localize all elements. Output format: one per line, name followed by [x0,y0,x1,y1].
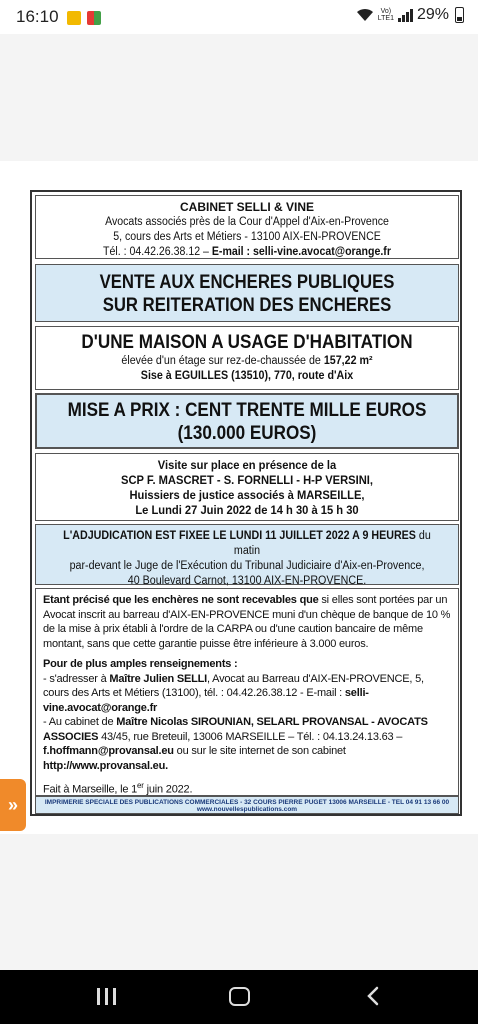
price-line1: MISE A PRIX : CENT TRENTE MILLE EUROS [67,400,427,421]
legal-notice [30,190,462,816]
cabinet-phone: Tél. : 04.42.26.38.12 – [103,246,212,258]
sale-line2: SUR REITERATION DES ENCHERES [102,295,392,316]
property-location: Sise à EGUILLES (13510), 770, route d'Aix [140,370,354,382]
conditions-block [35,588,459,796]
adjudication-line3: 40 Boulevard Carnot, 13100 AIX-EN-PROVENCE. [127,575,367,587]
conditions-paragraph [43,593,451,651]
conditions-text: si elles sont portées par un Avocat inscrit au barreau d'AIX-EN-PROVENCE muni d'un chèque de banque de 10 % de la mise à prix établi à l'ordre de la CARPA ou d'une caution bancaire de même montant, sans que cette garantie puisse être inférieure à 3.000 euros. [43,594,451,650]
wifi-icon [356,8,374,22]
signed-sup: er [137,781,144,790]
contact-selli-c: , Avocat au Barreau d'AIX-EN-PROVENCE, 5, cours des Arts et Métiers (13100), tél. : 04.42.26.38.12 - E-mail : [43,672,424,699]
double-chevron-right-icon: » [7,794,18,815]
visit-line4: Le Lundi 27 Juin 2022 de 14 h 30 à 15 h 30 [135,503,359,517]
printer-footer [35,796,459,814]
volte-label: Vo) [380,8,392,15]
recent-apps-button[interactable] [97,988,116,1005]
adjudication-block [35,524,459,585]
property-area: 157,22 m² [323,355,373,367]
viewer-background-bottom [0,834,478,970]
adjudication-line2: par-devant le Juge de l'Exécution du Tribunal Judiciaire d'Aix-en-Provence, [69,560,425,572]
lte-label: LTE1 [377,15,394,22]
property-block [35,326,459,390]
signature-line [43,779,451,797]
info-title: Pour de plus amples renseignements : [43,658,238,670]
contact-selli [43,672,451,716]
contact-sir-a: - Au cabinet de [43,716,117,728]
battery-icon [455,7,464,23]
price-line2: (130.000 EUROS) [177,423,317,444]
status-right-cluster [356,6,464,24]
visit-block [35,453,459,521]
cabinet-address: 5, cours des Arts et Métiers - 13100 AIX-EN-PROVENCE [113,231,381,243]
contact-sir-e: ou sur le site internet de son cabinet [173,745,346,757]
cabinet-line1: Avocats associés près de la Cour d'Appel d'Aix-en-Provence [105,216,389,228]
network-type [378,8,394,22]
status-time: 16:10 [16,7,59,26]
expand-panel-button[interactable] [0,779,26,831]
status-bar [0,0,478,34]
signal-icon [398,9,413,22]
back-button[interactable] [367,986,379,1006]
visit-line3: Huissiers de justice associés à MARSEILLE, [129,488,365,502]
contact-sir-c: 43/45, rue Breteuil, 13006 MARSEILLE – Tél. : 04.13.24.13.63 – [98,730,403,743]
contact-selli-a: - s'adresser à [43,672,110,685]
property-desc-text: élevée d'un étage sur rez-de-chaussée de [121,355,324,367]
cabinet-email: E-mail : selli-vine.avocat@orange.fr [211,246,391,258]
printer-line1: IMPRIMERIE SPECIALE DES PUBLICATIONS COMMERCIALES - 32 COURS PIERRE PUGET 13006 MARSEILLE - TEL 04 91 13 66 00 [44,799,450,806]
back-arrow-icon [367,986,379,1006]
cabinet-contact [53,245,441,260]
adjudication-rest: du matin [233,530,431,557]
adjudication-line1 [51,529,443,559]
contact-selli-name: Maître Julien SELLI [109,672,208,685]
notification-gallery-icon [87,11,101,25]
visit-line2: SCP F. MASCRET - S. FORNELLI - H-P VERSINI, [121,473,373,487]
signed-b: juin 2022. [143,783,193,796]
conditions-bold: Etant précisé que les enchères ne sont recevables que [43,594,319,606]
printer-line2: www.nouvellespublications.com [196,806,298,813]
contact-sir-name: Maître Nicolas SIROUNIAN, SELARL PROVANSAL - AVOCATS ASSOCIES [43,716,428,743]
contact-sirounian [43,715,451,773]
price-block [35,393,459,449]
cabinet-name: CABINET SELLI & VINE [179,200,314,214]
contact-sir-email: f.hoffmann@provansal.eu [43,745,174,757]
navigation-bar [0,970,478,1024]
visit-line1: Visite sur place en présence de la [157,458,337,472]
adjudication-date: L'ADJUDICATION EST FIXEE LE LUNDI 11 JUILLET 2022 A 9 HEURES [63,530,416,542]
cabinet-block [35,195,459,259]
property-title: D'UNE MAISON A USAGE D'HABITATION [81,332,413,353]
contact-selli-email: selli-vine.avocat@orange.fr [43,687,369,714]
sale-line1: VENTE AUX ENCHERES PUBLIQUES [99,272,395,293]
contact-sir-website: http://www.provansal.eu. [43,759,168,772]
viewer-background-top [0,34,478,161]
battery-percent: 29% [416,6,449,23]
notification-app-icon [67,11,81,25]
signed-a: Fait à Marseille, le 1 [43,783,138,796]
property-description [51,354,443,369]
sale-heading [35,264,459,322]
home-button[interactable] [229,987,250,1006]
